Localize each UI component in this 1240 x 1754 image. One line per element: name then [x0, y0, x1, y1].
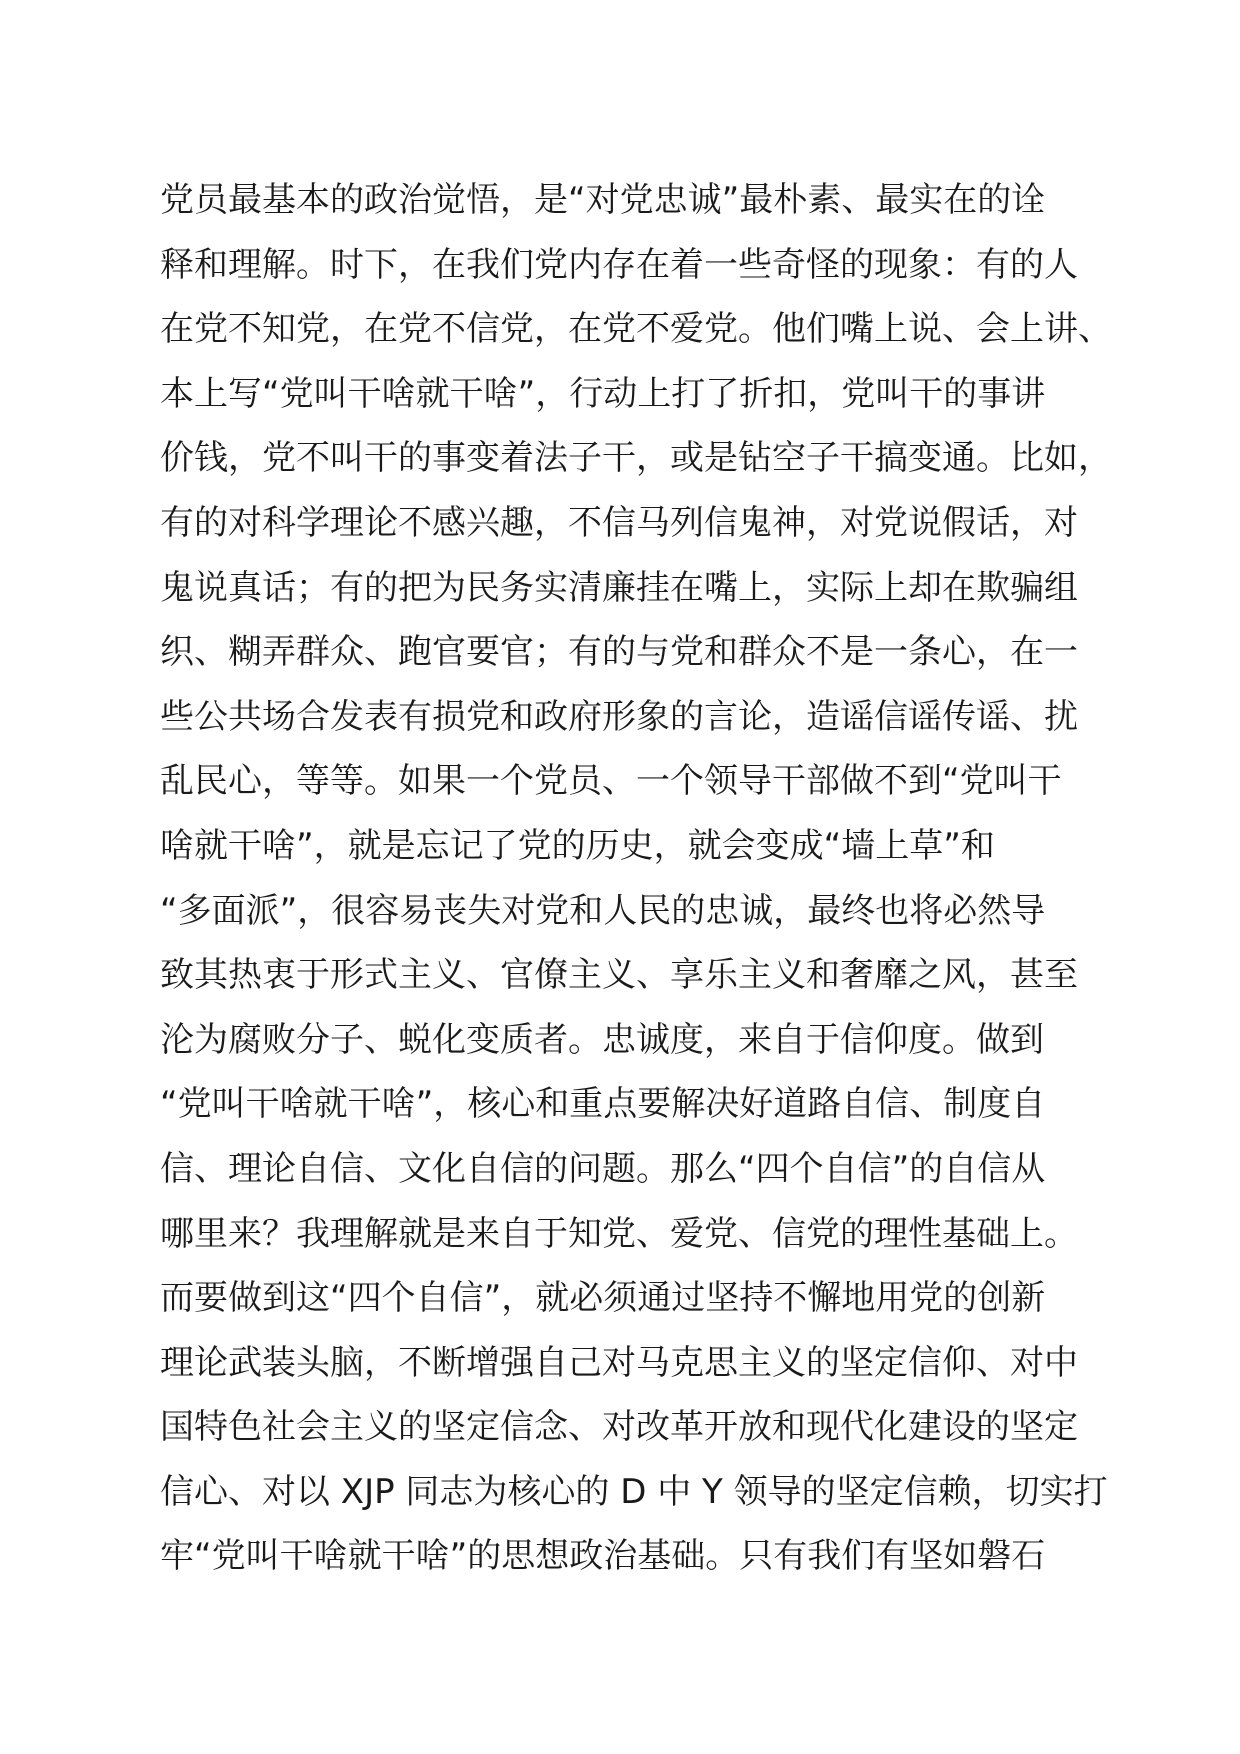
text-line: 啥就干啥”，就是忘记了党的历史，就会变成“墙上草”和	[160, 825, 995, 866]
text-line: 理论武装头脑，不断增强自己对马克思主义的坚定信仰、对中	[160, 1342, 1078, 1383]
text-line: 些公共场合发表有损党和政府形象的言论，造谣信谣传谣、扰	[160, 696, 1078, 737]
text-line: “党叫干啥就干啥”，核心和重点要解决好道路自信、制度自	[160, 1084, 1046, 1125]
text-line: 鬼说真话；有的把为民务实清廉挂在嘴上，实际上却在欺骗组	[160, 567, 1078, 608]
text-line: 而要做到这“四个自信”，就必须通过坚持不懈地用党的创新	[160, 1278, 1046, 1319]
text-line: 价钱，党不叫干的事变着法子干，或是钻空子干搞变通。比如，	[160, 438, 1112, 479]
text-line: 在党不知党，在党不信党，在党不爱党。他们嘴上说、会上讲、	[160, 309, 1112, 350]
text-line: 本上写“党叫干啥就干啥”，行动上打了折扣，党叫干的事讲	[160, 373, 1046, 414]
text-line: 乱民心，等等。如果一个党员、一个领导干部做不到“党叫干	[160, 761, 1062, 802]
text-line: 织、糊弄群众、跑官要官；有的与党和群众不是一条心，在一	[160, 632, 1078, 673]
text-line: 致其热衷于形式主义、官僚主义、享乐主义和奢靡之风，甚至	[160, 955, 1078, 996]
text-line: 信心、对以 XJP 同志为核心的 D 中 Y 领导的坚定信赖，切实打	[160, 1471, 1108, 1512]
text-line: 沦为腐败分子、蜕化变质者。忠诚度，来自于信仰度。做到	[160, 1019, 1044, 1060]
text-line: 哪里来？我理解就是来自于知党、爱党、信党的理性基础上。	[160, 1213, 1078, 1254]
text-line: 国特色社会主义的坚定信念、对改革开放和现代化建设的坚定	[160, 1407, 1078, 1448]
text-line: “多面派”，很容易丧失对党和人民的忠诚，最终也将必然导	[160, 890, 1046, 931]
text-line: 释和理解。时下，在我们党内存在着一些奇怪的现象：有的人	[160, 244, 1078, 285]
text-line: 有的对科学理论不感兴趣，不信马列信鬼神，对党说假话，对	[160, 502, 1078, 543]
text-line: 信、理论自信、文化自信的问题。那么“四个自信”的自信从	[160, 1148, 1046, 1189]
text-line: 牢“党叫干啥就干啥”的思想政治基础。只有我们有坚如磐石	[160, 1536, 1046, 1577]
body-text	[160, 168, 1120, 1589]
text-line: 党员最基本的政治觉悟，是“对党忠诚”最朴素、最实在的诠	[160, 180, 1046, 220]
